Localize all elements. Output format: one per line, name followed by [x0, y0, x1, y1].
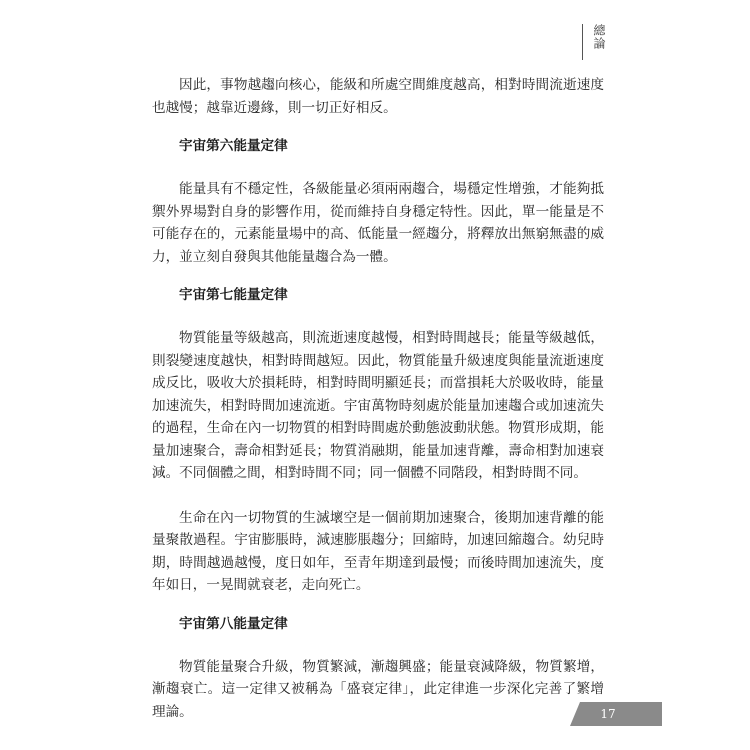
law-6-paragraph: 能量具有不穩定性，各級能量必須兩兩趨合，場穩定性增強，才能夠抵禦外界場對自身的影響作用，從而維持自身穩定特性。因此，單一能量是不可能存在的，元素能量場中的高、低能量一經趨分，將釋放出無窮無盡的威力，並立刻自發與其他能量趨合為一體。 — [152, 181, 604, 265]
page-number: 17 — [600, 707, 616, 721]
law-8-paragraph: 物質能量聚合升級，物質繁減，漸趨興盛；能量衰減降級，物質繁增，漸趨衰亡。這一定律又被稱為「盛衰定律」，此定律進一步深化完善了繁增理論。 — [152, 658, 604, 720]
running-header: 總論 — [592, 24, 606, 50]
law-8-heading: 宇宙第八能量定律 — [179, 615, 288, 632]
law-7-paragraph-2: 生命在內一切物質的生滅壞空是一個前期加速聚合，後期加速背離的能量聚散過程。宇宙膨脹時，減速膨脹趨分；回縮時，加速回縮趨合。幼兒時期，時間越過越慢，度日如年，至青年期達到最慢；而後時間加速流失，度年如日，一晃間就衰老，走向死亡。 — [152, 509, 604, 593]
intro-paragraph: 因此，事物越趨向核心，能級和所處空間維度越高，相對時間流逝速度也越慢；越靠近邊緣，則一切正好相反。 — [152, 77, 604, 116]
law-7-heading: 宇宙第七能量定律 — [179, 287, 288, 303]
law-7-paragraph-1: 物質能量等級越高，則流逝速度越慢，相對時間越長；能量等級越低，則裂變速度越快，相對時間越短。因此，物質能量升級速度與能量流逝速度成反比，吸收大於損耗時，相對時間明顯延長；而當損耗大於吸收時，能量加速流失，相對時間加速流逝。宇宙萬物時刻處於能量加速趨合或加速流失的過程，生命在內一切物質的相對時間處於動態波動狀態。物質形成期，能量加速聚合，壽命相對延長；物質消融期，能量加速背離，壽命相對加速衰減。不同個體之間，相對時間不同；同一個體不同階段，相對時間不同。 — [152, 330, 604, 481]
law-6-heading: 宇宙第六能量定律 — [179, 138, 288, 154]
page-body — [152, 74, 604, 723]
header-divider — [582, 24, 583, 60]
